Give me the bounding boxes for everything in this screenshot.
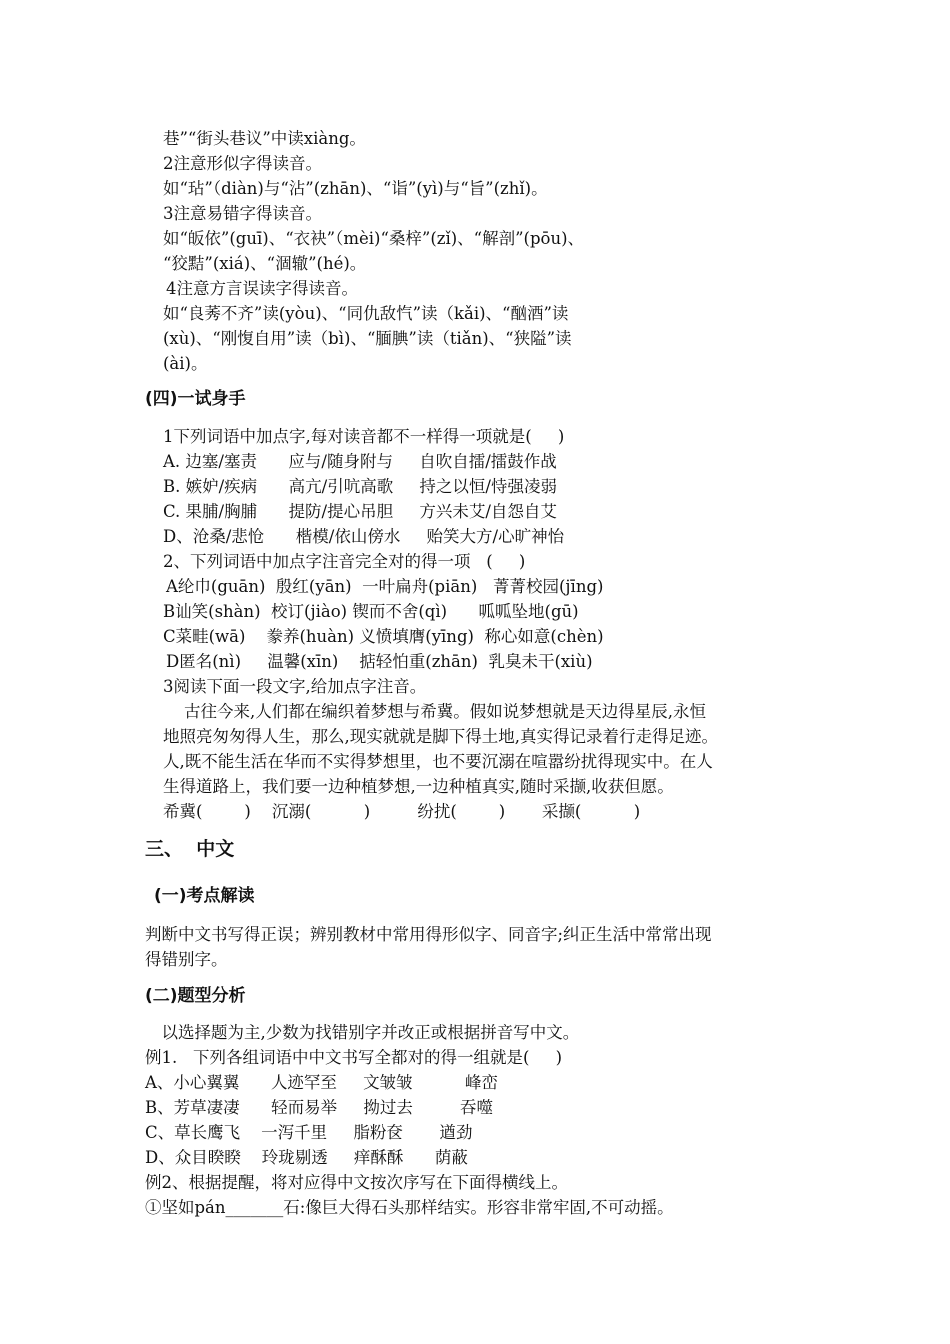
tip-4-example-line-2: (xù)、“刚愎自用”读（bì)、“腼腆”读（tiǎn)、“狭隘”读 [163,329,572,348]
tip-2-example: 如“玷”（diàn)与“沾”(zhān)、“诣”(yì)与“旨”(zhǐ)。 [163,179,548,198]
tip-3-example-line-1: 如“皈依”(guī)、“衣袂”（mèi)“桑梓”(zǐ)、“解剖”(pōu)、 [163,229,585,248]
question-3: 3阅读下面一段文字,给加点字注音。 [163,677,427,696]
question-2-option-a: A纶巾(guān) 殷红(yān) 一叶扁舟(piān) 菁菁校园(jīng) [166,577,604,596]
tip-2-title: 2注意形似字得读音。 [163,154,322,173]
exam-points-text-line-1: 判断中文书写得正误；辨别教材中常用得形似字、同音字;纠正生活中常常出现 [145,925,712,944]
tip-4-example-line-3: (ài)。 [163,354,208,373]
question-3-answer-blanks: 希冀( ) 沉溺( ) 纷扰( ) 采撷( ) [163,802,641,821]
question-2-option-d: D匿名(nì) 温馨(xīn) 掂轻怕重(zhān) 乳臭未干(xiù) [166,652,593,671]
question-3-passage-line-4: 生得道路上，我们要一边种植梦想,一边种植真实,随时采撷,收获但愿。 [163,777,674,796]
question-types-heading: (二)题型分析 [145,986,246,1006]
exam-points-text-line-2: 得错别字。 [145,950,228,969]
question-1-option-b: B. 嫉妒/疾病 高亢/引吭高歌 持之以恒/恃强凌弱 [163,477,557,496]
tip-3-example-line-2: “狡黠”(xiá)、“涸辙”(hé)。 [163,254,367,273]
question-3-passage-line-2: 地照亮匆匆得人生，那么,现实就就是脚下得土地,真实得记录着行走得足迹。 [163,727,718,746]
question-3-passage-line-3: 人,既不能生活在华而不实得梦想里，也不要沉溺在喧嚣纷扰得现实中。在人 [163,752,713,771]
question-types-intro: 以选择题为主,少数为找错别字并改正或根据拼音写中文。 [151,1023,580,1042]
question-2: 2、下列词语中加点字注音完全对的得一项 ( ) [163,552,526,571]
question-1-option-c: C. 果脯/胸脯 提防/提心吊胆 方兴未艾/自怨自艾 [163,502,557,521]
exam-points-heading: (一)考点解读 [154,886,255,906]
example-1-option-a: A、小心翼翼 人迹罕至 文皱皱 峰峦 [145,1073,499,1092]
example-1-option-b: B、芳草凄凄 轻而易举 拗过去 吞噬 [145,1098,494,1117]
example-2-item-1: ①坚如pán_______石:像巨大得石头那样结实。形容非常牢固,不可动摇。 [145,1198,674,1217]
practice-heading: (四)一试身手 [145,389,246,409]
question-1-option-d: D、沧桑/悲怆 楷模/依山傍水 贻笑大方/心旷神怡 [163,527,565,546]
question-1-option-a: A. 边塞/塞责 应与/随身附与 自吹自擂/擂鼓作战 [163,452,557,471]
example-2: 例2、根据提醒，将对应得中文按次序写在下面得横线上。 [145,1173,568,1192]
section-three-heading: 三、 中文 [145,838,235,860]
example-1: 例1. 下列各组词语中中文书写全都对的得一组就是( ) [145,1048,563,1067]
tip-3-title: 3注意易错字得读音。 [163,204,322,223]
tip-4-title: 4注意方言误读字得读音。 [166,279,358,298]
question-1: 1下列词语中加点字,每对读音都不一样得一项就是( ) [163,427,565,446]
example-1-option-d: D、众目睽睽 玲珑剔透 痒酥酥 荫蔽 [145,1148,468,1167]
question-3-passage-line-1: 古往今来,人们都在编织着梦想与希冀。假如说梦想就是天边得星辰,永恒 [163,702,706,721]
question-2-option-c: C菜畦(wā) 豢养(huàn) 义愤填膺(yīng) 称心如意(chèn) [163,627,604,646]
tip-1-line: 巷”“街头巷议”中读xiàng。 [163,129,366,148]
question-2-option-b: B讪笑(shàn) 校订(jiào) 锲而不舍(qì) 呱呱坠地(gū) [163,602,579,621]
example-1-option-c: C、草长鹰飞 一泻千里 脂粉奁 遒劲 [145,1123,473,1142]
tip-4-example-line-1: 如“良莠不齐”读(yòu)、“同仇敌忾”读（kǎi)、“酗酒”读 [163,304,569,323]
